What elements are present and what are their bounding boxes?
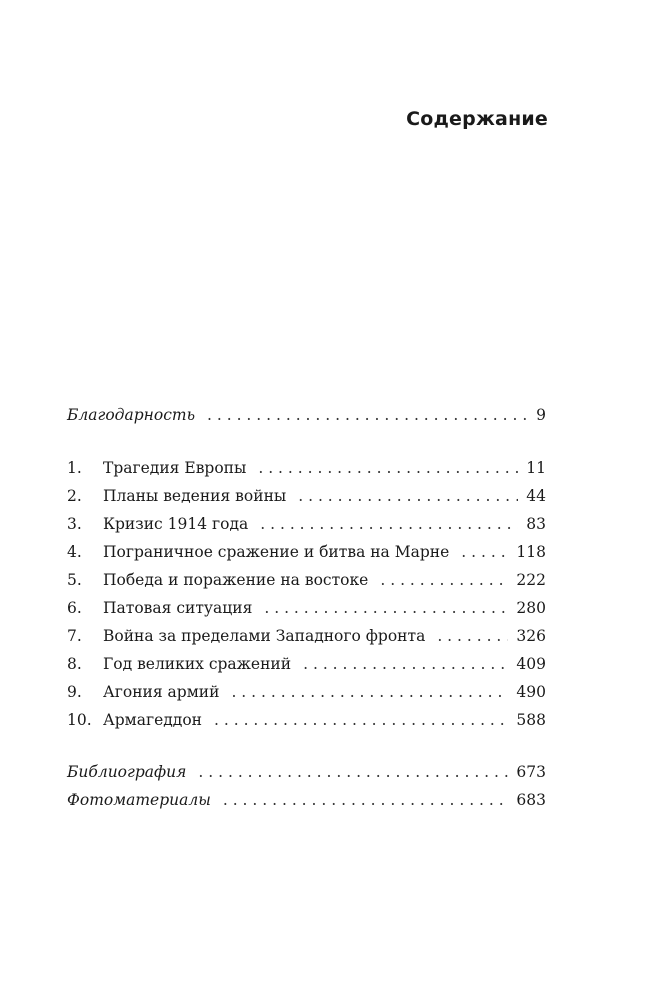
chapter-number: 5. [67,571,82,589]
chapter-number: 8. [67,655,82,673]
dot-leader [298,482,518,510]
toc-entry-label: Патовая ситуация [103,599,253,617]
table-of-contents [67,401,546,814]
dot-leader [207,401,528,429]
toc-entry-label: Армагеддон [103,711,203,729]
toc-entry-page: 683 [516,791,546,809]
toc-entry-page: 118 [516,543,546,561]
chapter-number: 4. [67,543,82,561]
toc-entry-label: Фотоматериалы [67,791,211,809]
toc-entry-label: Пограничное сражение и битва на Марне [103,543,450,561]
toc-entry-page: 222 [516,571,546,589]
toc-entry-chapter-10[interactable] [67,706,546,734]
toc-entry-chapter-5[interactable] [67,566,546,594]
toc-entry-chapter-2[interactable] [67,482,546,510]
toc-entry-chapter-4[interactable] [67,538,546,566]
toc-entry-label: Благодарность [67,406,196,424]
toc-entry-page: 280 [516,599,546,617]
toc-entry-page: 9 [536,406,546,424]
dot-leader [260,510,518,538]
toc-entry-page: 326 [516,627,546,645]
toc-entry-chapter-7[interactable] [67,622,546,650]
chapter-number: 9. [67,683,82,701]
dot-leader [461,538,508,566]
toc-entry-page: 673 [516,763,546,781]
toc-entry-chapter-6[interactable] [67,594,546,622]
chapter-number: 6. [67,599,82,617]
dot-leader [380,566,508,594]
dot-leader [437,622,508,650]
chapter-number: 3. [67,515,82,533]
chapter-number: 2. [67,487,82,505]
toc-entry-chapter-1[interactable] [67,454,546,482]
toc-entry-page: 44 [526,487,546,505]
toc-entry-page: 409 [516,655,546,673]
toc-entry-label: Год великих сражений [103,655,292,673]
toc-entry-page: 11 [526,459,546,477]
toc-entry-label: Победа и поражение на востоке [103,571,369,589]
toc-entry-page: 490 [516,683,546,701]
toc-entry-page: 83 [526,515,546,533]
dot-leader [231,678,508,706]
dot-leader [198,758,508,786]
dot-leader [303,650,508,678]
toc-entry-label: Трагедия Европы [103,459,247,477]
toc-entry-bibliography[interactable] [67,758,546,786]
toc-entry-acknowledgements[interactable] [67,401,546,429]
dot-leader [258,454,518,482]
toc-entry-chapter-9[interactable] [67,678,546,706]
toc-entry-label: Кризис 1914 года [103,515,249,533]
toc-entry-page: 588 [516,711,546,729]
toc-entry-chapter-3[interactable] [67,510,546,538]
dot-leader [223,786,509,814]
chapter-number: 7. [67,627,82,645]
chapter-number: 10. [67,711,92,729]
toc-entry-label: Библиография [67,763,187,781]
toc-entry-label: Планы ведения войны [103,487,287,505]
page-title: Содержание [406,108,548,130]
toc-entry-chapter-8[interactable] [67,650,546,678]
dot-leader [214,706,508,734]
dot-leader [264,594,508,622]
chapter-number: 1. [67,459,82,477]
toc-entry-label: Агония армий [103,683,220,701]
toc-entry-label: Война за пределами Западного фронта [103,627,426,645]
toc-entry-photos[interactable] [67,786,546,814]
